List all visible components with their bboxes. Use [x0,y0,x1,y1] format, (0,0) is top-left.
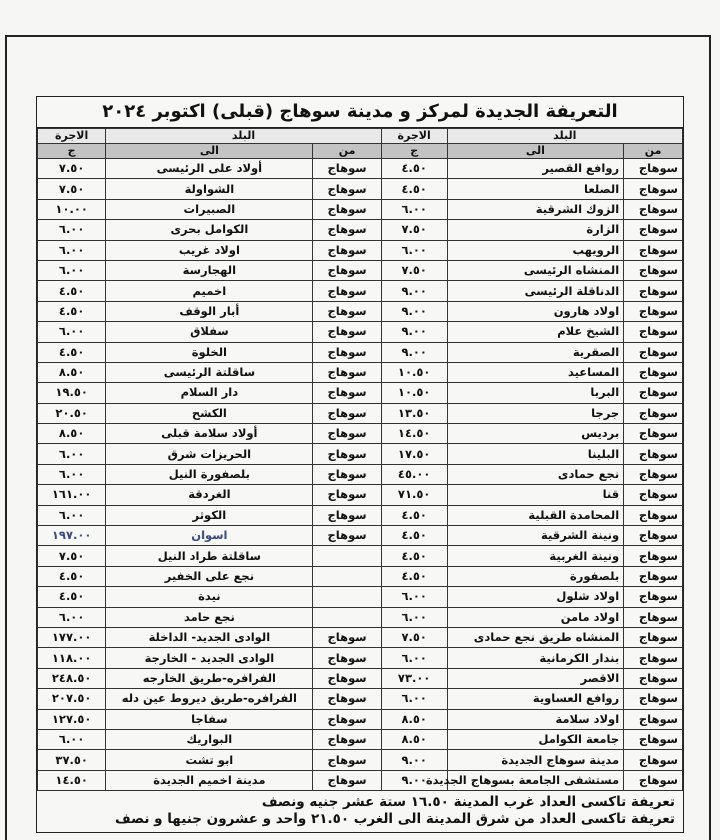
cell-from: سوهاج [624,240,683,260]
cell-from: سوهاج [313,464,381,484]
table-row [38,301,683,321]
cell-destination: ساقلتة الرئيسى [106,362,313,382]
cell-destination: الخلوة [106,342,313,362]
cell-from: سوهاج [624,383,683,403]
cell-fare: ٢٤٨.٥٠ [38,668,106,688]
header-row-sub [38,144,683,159]
cell-destination: الدناقلة الرئيسى [447,281,624,301]
cell-fare: ٩.٠٠ [381,322,447,342]
header-country-right: البلد [447,129,682,144]
table-row [38,689,683,709]
cell-destination: نجع حامد [106,607,313,627]
cell-destination: الصلعا [447,179,624,199]
table-row [38,526,683,546]
cell-fare: ١٩٧.٠٠ [38,526,106,546]
cell-destination: أولاد سلامة قبلى [106,424,313,444]
cell-fare: ٩.٠٠ [381,770,447,790]
table-row [38,159,683,179]
cell-destination: نجع على الخفير [106,566,313,586]
table-row [38,729,683,749]
cell-from: سوهاج [313,220,381,240]
cell-fare: ٦.٠٠ [38,240,106,260]
cell-destination: اسوان [106,526,313,546]
cell-fare: ٤.٥٠ [381,505,447,525]
table-row [38,505,683,525]
cell-from: سوهاج [313,750,381,770]
cell-destination: اولاد هارون [447,301,624,321]
cell-destination: نجع حمادى [447,464,624,484]
cell-fare: ٦.٠٠ [38,729,106,749]
cell-from: سوهاج [313,301,381,321]
cell-from: سوهاج [624,505,683,525]
cell-fare: ١٧.٥٠ [381,444,447,464]
cell-destination: دار السلام [106,383,313,403]
cell-from: سوهاج [313,424,381,444]
cell-fare: ١٧٧.٠٠ [38,627,106,647]
cell-fare: ٤.٥٠ [38,301,106,321]
cell-destination: الفرافره-طريق ديروط عين دله [106,689,313,709]
header-from-right: من [624,144,683,159]
cell-destination: بلصفورة النيل [106,464,313,484]
cell-fare: ٧.٥٠ [381,627,447,647]
cell-destination: مدينة سوهاج الجديدة [447,750,624,770]
header-country-left: البلد [106,129,381,144]
header-from-left: من [313,144,381,159]
cell-destination: الشيخ علام [447,322,624,342]
cell-fare: ٧١.٥٠ [381,485,447,505]
cell-destination: البلينا [447,444,624,464]
cell-fare: ٨.٥٠ [381,709,447,729]
cell-fare: ٤.٥٠ [381,526,447,546]
cell-fare: ١٠.٥٠ [381,383,447,403]
cell-from: سوهاج [624,689,683,709]
cell-from: سوهاج [313,709,381,729]
cell-from: سوهاج [624,301,683,321]
table-row [38,546,683,566]
cell-from: سوهاج [624,750,683,770]
cell-from: سوهاج [624,709,683,729]
table-row [38,770,683,790]
cell-fare: ٦.٠٠ [381,689,447,709]
header-to-left: الى [106,144,313,159]
cell-destination: مدينة اخميم الجديدة [106,770,313,790]
cell-destination: الهجارسة [106,260,313,280]
fare-table [37,128,683,791]
cell-fare: ٦.٠٠ [38,505,106,525]
table-row [38,444,683,464]
cell-from: سوهاج [313,648,381,668]
cell-destination: ساقلتة طراد النيل [106,546,313,566]
cell-from: سوهاج [313,159,381,179]
cell-fare: ١٩.٥٠ [38,383,106,403]
cell-fare: ٤.٥٠ [38,566,106,586]
cell-fare: ١٢٧.٥٠ [38,709,106,729]
cell-from: سوهاج [624,485,683,505]
header-row-group [38,129,683,144]
cell-from: سوهاج [313,444,381,464]
cell-destination: جرجا [447,403,624,423]
cell-destination: أولاد على الرئيسى [106,159,313,179]
cell-fare: ٧.٥٠ [381,260,447,280]
cell-destination: الكوثر [106,505,313,525]
cell-from: سوهاج [624,199,683,219]
table-row [38,383,683,403]
cell-from: سوهاج [624,444,683,464]
cell-fare: ٢٠٧.٥٠ [38,689,106,709]
cell-destination: المنشاه طريق نجع حمادى [447,627,624,647]
cell-destination: البربا [447,383,624,403]
cell-from: سوهاج [313,199,381,219]
cell-from: سوهاج [313,403,381,423]
cell-from: سوهاج [313,281,381,301]
cell-destination: اولاد غريب [106,240,313,260]
cell-destination: ونينة الغربية [447,546,624,566]
cell-from: سوهاج [313,322,381,342]
cell-from: سوهاج [313,526,381,546]
header-currency-left: ج [38,144,106,159]
cell-fare: ٨.٥٠ [38,362,106,382]
cell-from: سوهاج [313,383,381,403]
cell-destination: الغردقة [106,485,313,505]
cell-destination: الصقرية [447,342,624,362]
cell-fare: ٩.٠٠ [381,301,447,321]
cell-fare: ٩.٠٠ [381,342,447,362]
header-currency-right: ج [381,144,447,159]
cell-from: سوهاج [313,668,381,688]
cell-fare: ٧.٥٠ [38,546,106,566]
cell-fare: ٦.٠٠ [381,587,447,607]
cell-fare: ٦.٠٠ [38,260,106,280]
cell-destination: روافع القصير [447,159,624,179]
cell-fare: ٤.٥٠ [381,179,447,199]
cell-fare: ١٠.٠٠ [38,199,106,219]
cell-destination: الكوامل بحرى [106,220,313,240]
footer-line-2: تعريفة تاكسى العداد من شرق المدينة الى الغرب ٢١.٥٠ واحد و عشرون جنيها و نصف [115,811,675,828]
cell-destination: بلصفورة [447,566,624,586]
table-row [38,179,683,199]
cell-fare: ٤.٥٠ [381,566,447,586]
fare-sheet [36,96,684,833]
cell-from: سوهاج [624,770,683,790]
cell-destination: سفاجا [106,709,313,729]
cell-fare: ٩.٠٠ [381,281,447,301]
cell-destination: قنا [447,485,624,505]
fare-rows [38,159,683,791]
cell-from [313,566,381,586]
cell-fare: ٤.٥٠ [381,159,447,179]
cell-from: سوهاج [624,322,683,342]
cell-destination: اولاد سلامة [447,709,624,729]
cell-destination: روافع العساوية [447,689,624,709]
cell-from: سوهاج [624,648,683,668]
cell-destination: اولاد شلول [447,587,624,607]
cell-fare: ٦.٠٠ [381,607,447,627]
cell-from: سوهاج [624,627,683,647]
cell-from [313,546,381,566]
table-row [38,362,683,382]
cell-from [313,587,381,607]
table-row [38,403,683,423]
cell-from: سوهاج [313,342,381,362]
cell-from: سوهاج [313,627,381,647]
table-row [38,342,683,362]
cell-fare: ١٦١.٠٠ [38,485,106,505]
table-row [38,607,683,627]
cell-fare: ٧.٥٠ [38,179,106,199]
sheet-title: التعريفة الجديدة لمركز و مدينة سوهاج (قبلى) اكتوبر ٢٠٢٤ [37,97,683,128]
table-row [38,587,683,607]
cell-from: سوهاج [624,220,683,240]
cell-destination: الحريزات شرق [106,444,313,464]
cell-fare: ١٣.٥٠ [381,403,447,423]
table-row [38,566,683,586]
cell-destination: الصبيرات [106,199,313,219]
cell-destination: الفرافره-طريق الخارجه [106,668,313,688]
cell-from: سوهاج [624,179,683,199]
table-row [38,485,683,505]
cell-destination: الزارة [447,220,624,240]
cell-fare: ١٠.٥٠ [381,362,447,382]
cell-from: سوهاج [313,729,381,749]
table-row [38,220,683,240]
cell-from: سوهاج [624,362,683,382]
cell-from: سوهاج [624,403,683,423]
table-row [38,709,683,729]
cell-fare: ٦.٠٠ [381,240,447,260]
cell-fare: ١١٨.٠٠ [38,648,106,668]
cell-destination: اخميم [106,281,313,301]
cell-fare: ٦.٠٠ [38,220,106,240]
table-row [38,322,683,342]
cell-from: سوهاج [624,424,683,444]
cell-destination: ونينة الشرقية [447,526,624,546]
cell-destination: سفلاق [106,322,313,342]
cell-destination: بندار الكرمانية [447,648,624,668]
table-row [38,240,683,260]
table-row [38,424,683,444]
cell-fare: ٩.٠٠ [381,750,447,770]
cell-destination: مستشفى الجامعة بسوهاج الجديدة [447,770,624,790]
cell-from: سوهاج [624,159,683,179]
cell-from: سوهاج [313,485,381,505]
cell-from: سوهاج [313,770,381,790]
cell-from: سوهاج [313,240,381,260]
cell-from: سوهاج [313,179,381,199]
cell-fare: ١٤.٥٠ [38,770,106,790]
header-fare-left: الاجرة [38,129,106,144]
cell-fare: ٤.٥٠ [38,342,106,362]
cell-destination: برديس [447,424,624,444]
cell-fare: ٤.٥٠ [38,281,106,301]
cell-from: سوهاج [624,464,683,484]
cell-from: سوهاج [624,342,683,362]
header-to-right: الى [447,144,624,159]
cell-from: سوهاج [313,260,381,280]
cell-from: سوهاج [624,281,683,301]
header-fare-right: الاجرة [381,129,447,144]
cell-destination: الوادى الجديد - الخارجة [106,648,313,668]
cell-destination: البواريك [106,729,313,749]
cell-from: سوهاج [313,689,381,709]
cell-fare: ٨.٥٠ [381,729,447,749]
cell-destination: ابو تشت [106,750,313,770]
cell-fare: ٢٠.٥٠ [38,403,106,423]
cell-fare: ٦.٠٠ [38,322,106,342]
cell-fare: ٤٥.٠٠ [381,464,447,484]
cell-fare: ٧٣.٠٠ [381,668,447,688]
cell-destination: المحامدة القبلية [447,505,624,525]
table-row [38,648,683,668]
cell-fare: ٣٧.٥٠ [38,750,106,770]
cell-fare: ٦.٠٠ [381,199,447,219]
footer-line-1: تعريفة تاكسى العداد غرب المدينة ١٦.٥٠ ستة عشر جنيه ونصف [261,794,675,811]
cell-from: سوهاج [624,607,683,627]
cell-destination: نيدة [106,587,313,607]
table-row [38,627,683,647]
cell-fare: ٦.٠٠ [381,648,447,668]
cell-from: سوهاج [624,566,683,586]
cell-fare: ٨.٥٠ [38,424,106,444]
cell-fare: ٤.٥٠ [381,546,447,566]
cell-fare: ٤.٥٠ [38,587,106,607]
cell-from [313,607,381,627]
cell-from: سوهاج [624,729,683,749]
cell-destination: الرويهب [447,240,624,260]
cell-destination: الزوك الشرقية [447,199,624,219]
cell-from: سوهاج [313,362,381,382]
cell-from: سوهاج [624,260,683,280]
cell-fare: ١٤.٥٠ [381,424,447,444]
cell-fare: ٦.٠٠ [38,464,106,484]
table-row [38,668,683,688]
cell-destination: أبار الوقف [106,301,313,321]
cell-from: سوهاج [313,505,381,525]
table-row [38,281,683,301]
cell-from: سوهاج [624,526,683,546]
cell-fare: ٦.٠٠ [38,607,106,627]
cell-destination: اولاد مامن [447,607,624,627]
cell-destination: الشواولة [106,179,313,199]
cell-destination: جامعة الكوامل [447,729,624,749]
cell-from: سوهاج [624,587,683,607]
cell-destination: المساعيد [447,362,624,382]
table-row [38,199,683,219]
cell-from: سوهاج [624,546,683,566]
cell-destination: الاقصر [447,668,624,688]
table-row [38,750,683,770]
cell-fare: ٧.٥٠ [38,159,106,179]
cell-destination: الوادى الجديد- الداخلة [106,627,313,647]
cell-from: سوهاج [624,668,683,688]
cell-fare: ٧.٥٠ [381,220,447,240]
table-row [38,464,683,484]
cell-fare: ٦.٠٠ [38,444,106,464]
cell-destination: الكشح [106,403,313,423]
cell-destination: المنشاه الرئيسى [447,260,624,280]
table-row [38,260,683,280]
